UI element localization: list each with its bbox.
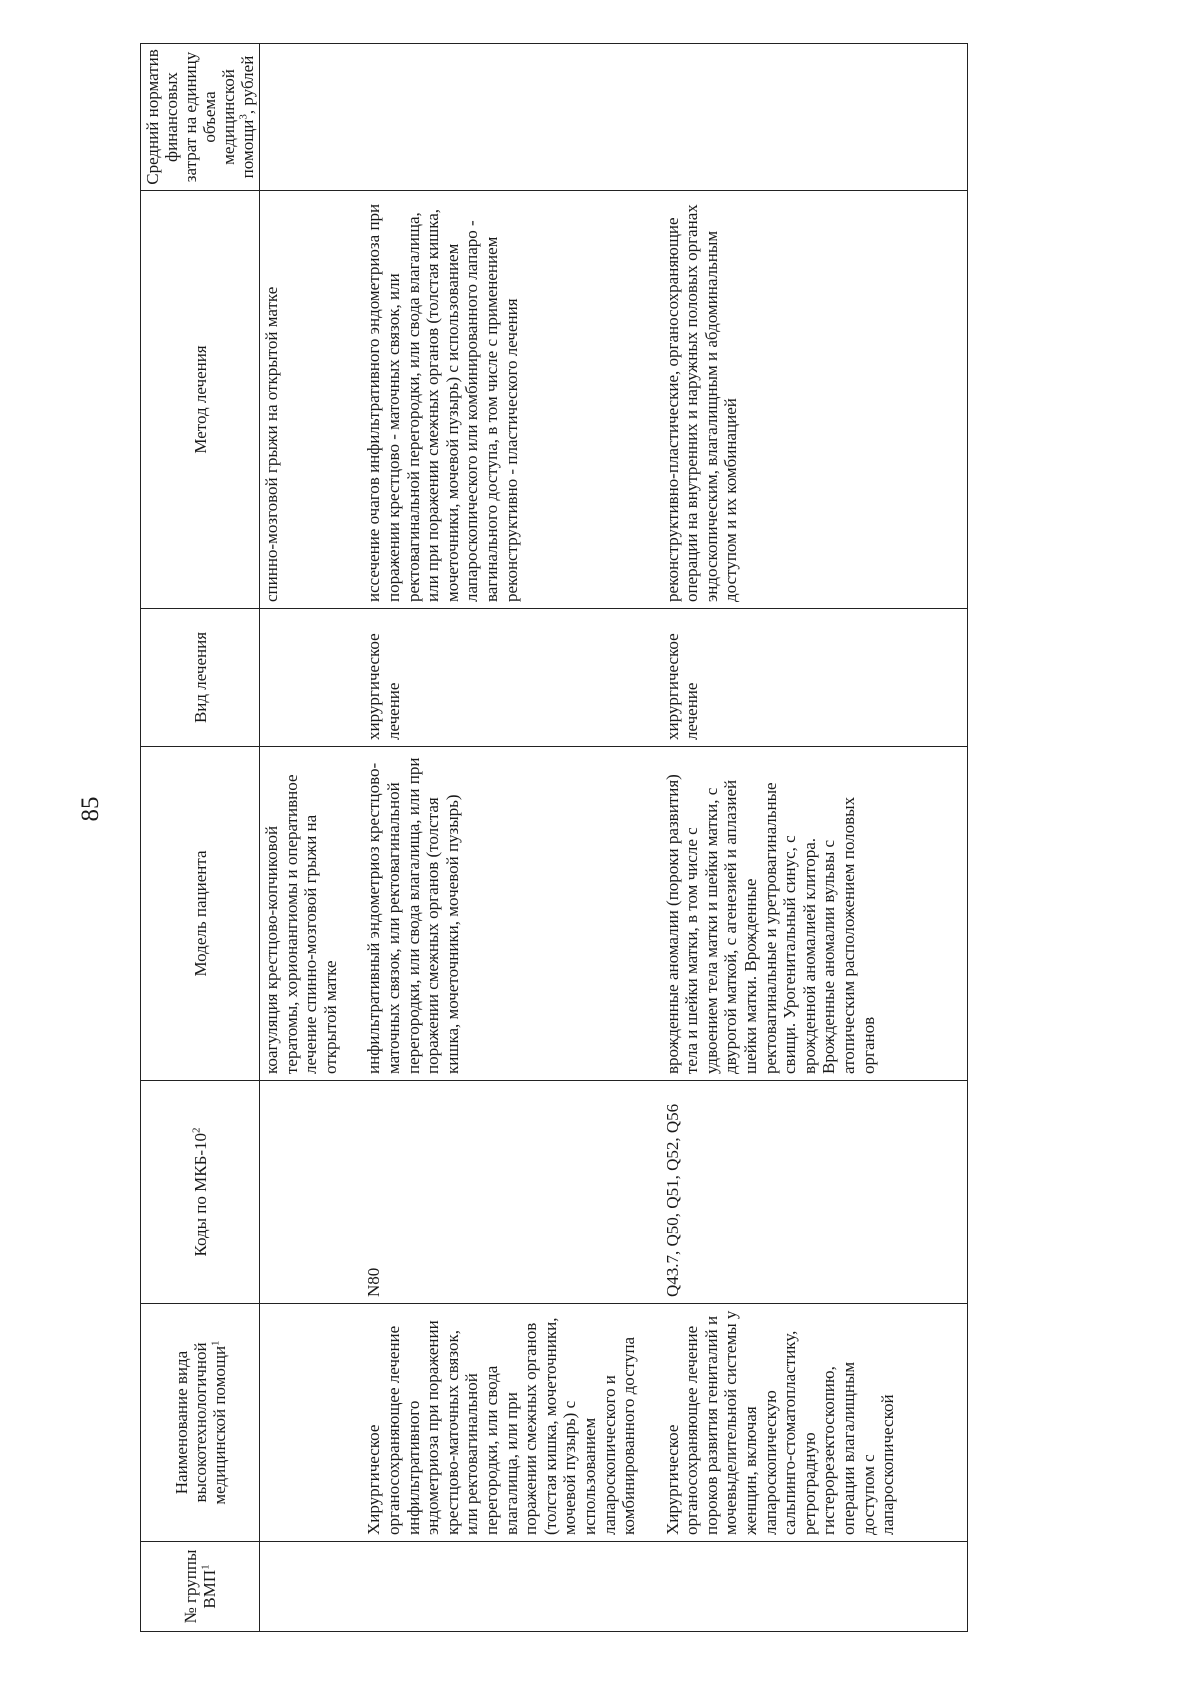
header-model: Модель пациента <box>141 747 260 1081</box>
cell-cost <box>643 44 968 191</box>
cell-treatment <box>260 609 345 747</box>
cell-method: иссечение очагов инфильтративного эндометриоза при поражении крестцово - маточных связок, или ректовагинальной перегородки, или свода влагалища, или при поражении смежных органов (толстая кишка, мочеточники, мочевой пузырь) с использованием лапароскопического или комбинированного лапаро - вагинального доступа, в том числе с применением реконструктивно - пластического лечения <box>344 191 642 609</box>
table-row <box>643 44 968 1632</box>
cell-group-no <box>344 1542 642 1632</box>
cell-cost <box>344 44 642 191</box>
header-treatment: Вид лечения <box>141 609 260 747</box>
cell-model: коагуляция крестцово-копчиковой тератомы, хорионангиомы и оперативное лечение спинно-мозговой грыжи на открытой матке <box>260 747 345 1081</box>
cell-codes: N80 <box>344 1081 642 1304</box>
cell-codes <box>260 1081 345 1304</box>
cell-cost <box>260 44 345 191</box>
page-number: 85 <box>77 796 104 822</box>
cell-treatment: хирургическое лечение <box>344 609 642 747</box>
cell-treatment: хирургическое лечение <box>643 609 968 747</box>
table-row <box>344 44 642 1632</box>
vmp-table <box>140 43 968 1632</box>
cell-name: Хирургическое органосохраняющее лечение инфильтративного эндометриоза при поражении крестцово-маточных связок, или ректовагинальной перегородки, или свода влагалища, или при поражении смежных органов (толстая кишка, мочеточники, мочевой пузырь) с использованием лапароскопического и комбинированного доступа <box>344 1304 642 1542</box>
header-method: Метод лечения <box>141 191 260 609</box>
header-codes: Коды по МКБ-$10^2$ <box>141 1081 260 1304</box>
table-header-row <box>141 44 260 1632</box>
cell-model: врожденные аномалии (пороки развития) тела и шейки матки, в том числе с удвоением тела матки и шейки матки, с двурогой маткой, с агенезией и аплазией шейки матки. Врожденные ректовагинальные и уретровагинальные свищи. Урогенитальный синус, с врожденной аномалией клитора. Врожденные аномалии вульвы с атопическим расположением половых органов <box>643 747 968 1081</box>
cell-codes: Q43.7, Q50, Q51, Q52, Q56 <box>643 1081 968 1304</box>
table-row <box>260 44 345 1632</box>
cell-method: спинно-мозговой грыжи на открытой матке <box>260 191 345 609</box>
rotated-page-content <box>140 44 1000 1632</box>
cell-group-no <box>643 1542 968 1632</box>
cell-name <box>260 1304 345 1542</box>
cell-name: Хирургическое органосохраняющее лечение пороков развития гениталий и мочевыделительной системы у женщин, включая лапароскопическую сальпинго-стоматопластику, ретроградную гистерорезектоскопию, операции влагалищным доступом с лапароскопической <box>643 1304 968 1542</box>
cell-model: инфильтративный эндометриоз крестцово-маточных связок, или ректовагинальной перегородки, или свода влагалища, или при поражении смежных органов (толстая кишка, мочеточники, мочевой пузырь) <box>344 747 642 1081</box>
header-cost: Средний норматив финансовых затрат на единицу объема медицинской помощи$^3$, рублей <box>141 44 260 191</box>
header-name: Наименование вида высокотехнологичной медицинской помощи$^1$ <box>141 1304 260 1542</box>
cell-method: реконструктивно-пластические, органосохраняющие операции на внутренних и наружных половых органах эндоскопическим, влагалищным и абдоминальным доступом и их комбинацией <box>643 191 968 609</box>
cell-group-no <box>260 1542 345 1632</box>
header-group-no: № группы ВМП$^1$ <box>141 1542 260 1632</box>
